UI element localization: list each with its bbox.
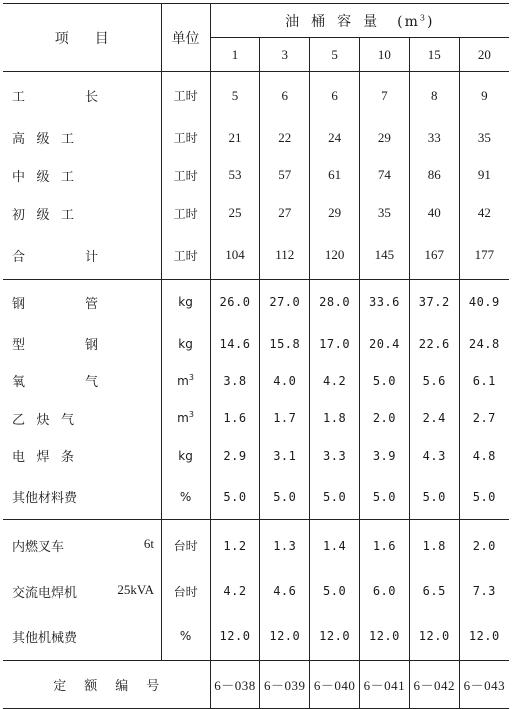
row-value: 6.0	[360, 571, 410, 612]
row-value: 4.3	[409, 437, 459, 474]
row-unit: %	[161, 474, 210, 519]
capacity-size-header: 10	[360, 38, 410, 72]
row-value: 3.3	[310, 437, 360, 474]
row-value: 20.4	[360, 325, 410, 362]
row-value: 37.2	[409, 279, 459, 324]
capacity-size-header: 20	[459, 38, 509, 72]
row-unit: $m^3$	[161, 400, 210, 437]
row-item-name	[3, 520, 161, 571]
row-value: 5.0	[210, 474, 260, 519]
quota-code: 6－038	[210, 661, 260, 709]
row-unit: kg	[161, 325, 210, 362]
row-item-name	[3, 612, 161, 661]
item-label-char: 炔	[36, 412, 50, 428]
row-value: 57	[260, 157, 310, 195]
row-value: 12.0	[210, 612, 260, 661]
row-unit: 工时	[161, 232, 210, 280]
row-unit: kg	[161, 279, 210, 324]
table-row	[3, 119, 509, 157]
row-value: 24.8	[459, 325, 509, 362]
row-value: 33	[409, 119, 459, 157]
item-label-char: 合	[12, 249, 26, 265]
row-value: 21	[210, 119, 260, 157]
capacity-unit: $(m^3)$	[397, 12, 435, 30]
row-item-name	[3, 232, 161, 280]
row-value: 42	[459, 194, 509, 232]
row-value: 3.9	[360, 437, 410, 474]
row-value: 2.0	[360, 400, 410, 437]
quota-table	[3, 3, 509, 709]
row-value: 5	[210, 72, 260, 120]
row-item-name	[3, 194, 161, 232]
row-value: 12.0	[310, 612, 360, 661]
item-label-char: 管	[84, 296, 98, 312]
row-value: 2.0	[459, 520, 509, 571]
row-value: 22.6	[409, 325, 459, 362]
row-item-name	[3, 400, 161, 437]
item-label: 交流电焊机	[12, 585, 78, 601]
row-value: 12.0	[360, 612, 410, 661]
item-label-char: 工	[12, 90, 26, 106]
row-item-name	[3, 325, 161, 362]
row-value: 2.7	[459, 400, 509, 437]
table-row	[3, 612, 509, 661]
quota-code: 6－043	[459, 661, 509, 709]
item-column-header: 项目	[54, 30, 135, 47]
item-label-char: 级	[36, 132, 50, 148]
item-label-char: 气	[60, 412, 74, 428]
table-row	[3, 325, 509, 362]
row-value: 1.6	[210, 400, 260, 437]
row-value: 167	[409, 232, 459, 280]
table-row	[3, 232, 509, 280]
row-value: 15.8	[260, 325, 310, 362]
row-value: 9	[459, 72, 509, 120]
row-value: 8	[409, 72, 459, 120]
row-value: 35	[459, 119, 509, 157]
row-value: 1.2	[210, 520, 260, 571]
row-value: 26.0	[210, 279, 260, 324]
row-unit: 工时	[161, 72, 210, 120]
row-value: 145	[360, 232, 410, 280]
row-value: 5.0	[360, 362, 410, 399]
row-value: 29	[310, 194, 360, 232]
row-value: 4.6	[260, 571, 310, 612]
row-value: 5.0	[310, 474, 360, 519]
row-value: 5.0	[260, 474, 310, 519]
item-label-char: 高	[12, 132, 26, 148]
row-value: 4.2	[210, 571, 260, 612]
row-value: 12.0	[409, 612, 459, 661]
quota-code: 6－040	[310, 661, 360, 709]
row-unit: kg	[161, 437, 210, 474]
row-item-name	[3, 437, 161, 474]
row-value: 12.0	[260, 612, 310, 661]
item-label-char: 条	[60, 450, 74, 466]
row-value: 40.9	[459, 279, 509, 324]
row-unit: 工时	[161, 194, 210, 232]
row-value: 4.0	[260, 362, 310, 399]
row-value: 1.8	[409, 520, 459, 571]
row-value: 5.0	[310, 571, 360, 612]
row-value: 4.8	[459, 437, 509, 474]
item-label-char: 中	[12, 169, 26, 185]
row-value: 86	[409, 157, 459, 195]
item-label-char: 型	[12, 338, 26, 354]
capacity-size-header: 5	[310, 38, 360, 72]
capacity-header	[210, 4, 509, 38]
quota-code: 6－039	[260, 661, 310, 709]
table-row	[3, 279, 509, 324]
quota-code: 6－041	[360, 661, 410, 709]
table-row	[3, 437, 509, 474]
row-value: 74	[360, 157, 410, 195]
row-value: 5.0	[360, 474, 410, 519]
row-value: 1.7	[260, 400, 310, 437]
table-row	[3, 400, 509, 437]
item-label-char: 乙	[12, 412, 26, 428]
row-value: 22	[260, 119, 310, 157]
row-value: 27.0	[260, 279, 310, 324]
item-label: 其他材料费	[12, 491, 78, 507]
row-value: 28.0	[310, 279, 360, 324]
row-value: 25	[210, 194, 260, 232]
item-label-char: 焊	[36, 450, 50, 466]
row-value: 12.0	[459, 612, 509, 661]
row-value: 2.9	[210, 437, 260, 474]
row-value: 53	[210, 157, 260, 195]
row-value: 14.6	[210, 325, 260, 362]
row-unit: %	[161, 612, 210, 661]
row-item-name	[3, 362, 161, 399]
unit-column-header: 单位	[161, 4, 210, 72]
table-row	[3, 362, 509, 399]
item-label-char: 计	[84, 249, 98, 265]
row-item-name	[3, 279, 161, 324]
row-value: 6.1	[459, 362, 509, 399]
item-label: 其他机械费	[12, 630, 78, 646]
row-value: 40	[409, 194, 459, 232]
capacity-size-header: 3	[260, 38, 310, 72]
row-value: 5.0	[409, 474, 459, 519]
row-value: 177	[459, 232, 509, 280]
quota-code: 6－042	[409, 661, 459, 709]
table-row	[3, 520, 509, 571]
row-value: 4.2	[310, 362, 360, 399]
table-row	[3, 194, 509, 232]
row-value: 35	[360, 194, 410, 232]
table-row	[3, 571, 509, 612]
row-value: 91	[459, 157, 509, 195]
row-value: 1.4	[310, 520, 360, 571]
row-unit: 台时	[161, 571, 210, 612]
row-value: 24	[310, 119, 360, 157]
table-row	[3, 72, 509, 120]
row-value: 104	[210, 232, 260, 280]
capacity-size-header: 1	[210, 38, 260, 72]
item-label-char: 气	[84, 375, 98, 391]
row-item-name	[3, 157, 161, 195]
row-value: 1.8	[310, 400, 360, 437]
row-item-name	[3, 474, 161, 519]
row-value: 33.6	[360, 279, 410, 324]
item-label-char: 钢	[84, 338, 98, 354]
item-spec: 6t	[143, 536, 154, 552]
item-label-char: 氧	[12, 375, 26, 391]
row-value: 17.0	[310, 325, 360, 362]
item-label-char: 长	[84, 90, 98, 106]
item-label-char: 初	[12, 207, 26, 223]
row-value: 3.8	[210, 362, 260, 399]
row-value: 5.0	[459, 474, 509, 519]
item-label: 内燃叉车	[12, 540, 65, 556]
row-value: 7.3	[459, 571, 509, 612]
item-label-char: 钢	[12, 296, 26, 312]
row-value: 112	[260, 232, 310, 280]
capacity-label: 油桶容量	[285, 13, 390, 30]
row-value: 1.6	[360, 520, 410, 571]
row-unit: 台时	[161, 520, 210, 571]
item-label-char: 级	[36, 207, 50, 223]
row-value: 27	[260, 194, 310, 232]
table-row	[3, 157, 509, 195]
row-item-name	[3, 72, 161, 120]
row-value: 120	[310, 232, 360, 280]
row-value: 6	[260, 72, 310, 120]
row-value: 61	[310, 157, 360, 195]
row-value: 1.3	[260, 520, 310, 571]
row-value: 3.1	[260, 437, 310, 474]
row-unit: 工时	[161, 157, 210, 195]
quota-code-label: 定额编号	[53, 679, 178, 695]
row-value: 7	[360, 72, 410, 120]
item-label-char: 工	[60, 132, 74, 148]
row-value: 2.4	[409, 400, 459, 437]
row-value: 6	[310, 72, 360, 120]
item-spec: 25kVA	[117, 581, 154, 597]
item-label-char: 工	[60, 169, 74, 185]
row-value: 5.6	[409, 362, 459, 399]
row-unit: $m^3$	[161, 362, 210, 399]
row-item-name	[3, 571, 161, 612]
row-value: 29	[360, 119, 410, 157]
item-label-char: 电	[12, 450, 26, 466]
table-row	[3, 474, 509, 519]
row-value: 6.5	[409, 571, 459, 612]
item-label-char: 级	[36, 169, 50, 185]
item-label-char: 工	[60, 207, 74, 223]
row-unit: 工时	[161, 119, 210, 157]
row-item-name	[3, 119, 161, 157]
capacity-size-header: 15	[409, 38, 459, 72]
